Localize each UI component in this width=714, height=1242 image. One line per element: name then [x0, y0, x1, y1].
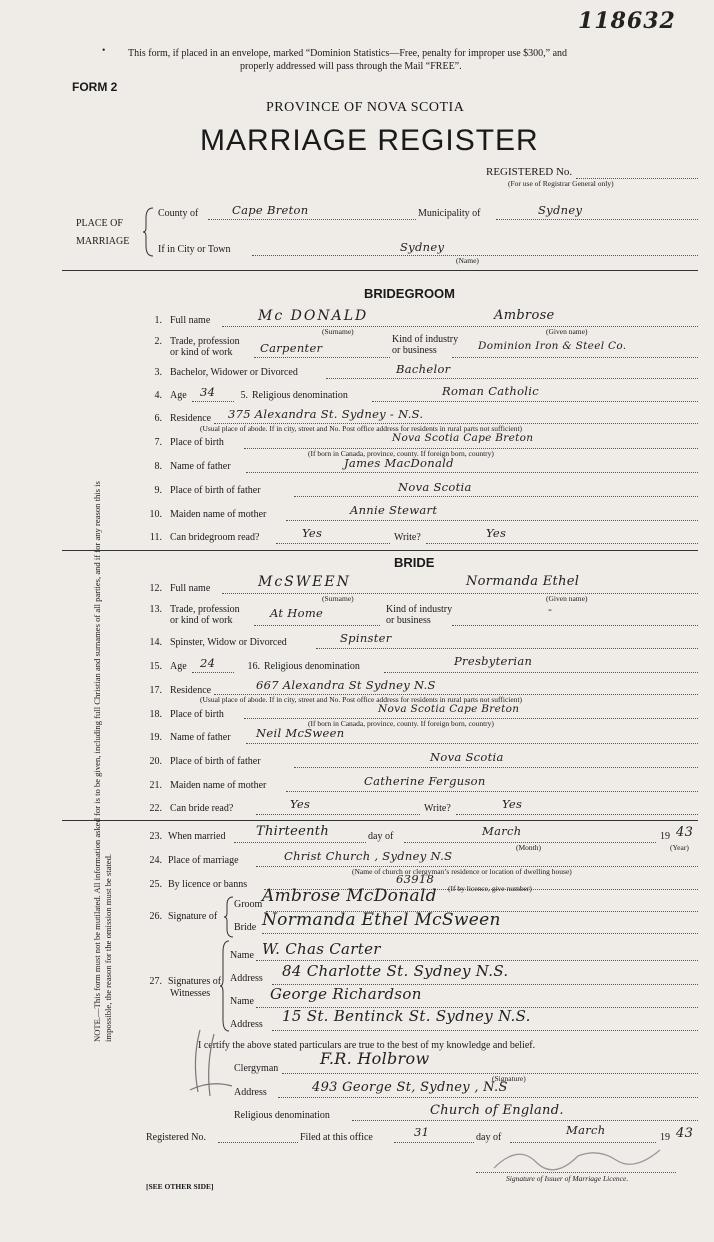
bride-industry-label-2: or business: [386, 615, 431, 626]
item-number: 3.: [154, 367, 162, 378]
province-heading: PROVINCE OF NOVA SCOTIA: [266, 100, 465, 115]
witness1-name-label: Name: [230, 950, 254, 961]
witness1-address: 84 Charlotte St. Sydney N.S.: [282, 962, 509, 980]
bride-age-value: 24: [200, 656, 216, 670]
bride-mother-label: Maiden name of mother: [170, 780, 267, 791]
bride-birthplace-label: Place of birth: [170, 709, 224, 720]
groom-age-value: 34: [200, 385, 216, 399]
witnesses-bracket: [220, 940, 230, 1032]
city-name-note: (Name): [456, 256, 479, 265]
groom-trade-label-2: or kind of work: [170, 347, 233, 358]
notice-line-2: properly addressed will pass through the Mail “FREE”.: [240, 61, 462, 72]
bride-given-note: (Given name): [546, 594, 588, 603]
signature-bracket: [224, 896, 234, 938]
groom-religion-label: Religious denomination: [252, 390, 348, 401]
item-number: 23.: [149, 831, 162, 842]
item-number: 14.: [149, 637, 162, 648]
item-number: 15.: [149, 661, 162, 672]
bride-residence-label: Residence: [170, 685, 212, 696]
bride-residence-note: (Usual place of abode. If in city, street and No. Post office address for residents in rural parts not sufficient): [200, 695, 523, 704]
registered-no-label: REGISTERED No.: [486, 166, 573, 178]
county-value: Cape Breton: [232, 203, 309, 217]
filed-day: 31: [414, 1125, 430, 1139]
bride-religion-value: Presbyterian: [454, 654, 533, 668]
item-number: 9.: [154, 485, 162, 496]
licence-value: 63918: [396, 872, 435, 886]
bride-residence-value: 667 Alexandra St Sydney N.S: [256, 678, 436, 692]
groom-given-name: Ambrose: [494, 308, 555, 323]
bride-birthplace-value: Nova Scotia Cape Breton: [378, 703, 520, 715]
clergyman-signature: F.R. Holbrow: [320, 1049, 430, 1068]
licence-note: (If by licence, give number): [448, 884, 532, 893]
bride-birthplace-note: (If born in Canada, province, county. If foreign born, country): [308, 719, 494, 728]
filed-label: Filed at this office: [300, 1132, 373, 1143]
item-number: 10.: [149, 509, 162, 520]
place-of-marriage-note: (Name of church or clergyman’s residence or location of dwelling house): [352, 867, 572, 876]
bride-father-birth-label: Place of birth of father: [170, 756, 261, 767]
item-number: 5.: [240, 390, 248, 401]
see-other-side: [SEE OTHER SIDE]: [146, 1182, 214, 1191]
page-title: MARRIAGE REGISTER: [200, 124, 539, 157]
item-number: 16.: [247, 661, 260, 672]
married-day-value: Thirteenth: [256, 824, 329, 839]
month-note: (Month): [516, 843, 541, 852]
married-month-value: March: [482, 824, 522, 838]
bride-status-value: Spinster: [340, 631, 392, 645]
issuer-note: Signature of Issuer of Marriage Licence.: [506, 1174, 629, 1183]
bride-write-label: Write?: [424, 803, 451, 814]
groom-industry-value: Dominion Iron & Steel Co.: [478, 340, 627, 352]
margin-note: [92, 442, 114, 1042]
item-number: 20.: [149, 756, 162, 767]
bride-religion-label: Religious denomination: [264, 661, 360, 672]
witnesses-label-2: Witnesses: [170, 988, 211, 999]
bride-given-name: Normanda Ethel: [466, 574, 580, 589]
groom-father-label: Name of father: [170, 461, 231, 472]
groom-full-name-label: Full name: [170, 315, 211, 326]
place-of-marriage-label: Place of marriage: [168, 855, 239, 866]
groom-given-note: (Given name): [546, 327, 588, 336]
place-of-marriage-value: Christ Church , Sydney N.S: [284, 849, 453, 863]
groom-status-value: Bachelor: [396, 362, 451, 376]
groom-mother-value: Annie Stewart: [350, 503, 438, 517]
city-label: If in City or Town: [158, 244, 231, 255]
groom-write-label: Write?: [394, 532, 421, 543]
item-number: 27.: [149, 976, 162, 987]
registrar-note: (For use of Registrar General only): [508, 179, 614, 188]
item-number: 19.: [149, 732, 162, 743]
when-married-label: When married: [168, 831, 226, 842]
filed-year-prefix: 19: [660, 1132, 670, 1143]
groom-surname-note: (Surname): [322, 327, 354, 336]
groom-read-value: Yes: [302, 526, 323, 540]
year-note: (Year): [670, 843, 689, 852]
item-number: 4.: [154, 390, 162, 401]
certify-statement: I certify the above stated particulars are true to the best of my knowledge and belief.: [198, 1040, 536, 1051]
city-value: Sydney: [400, 240, 445, 254]
groom-status-label: Bachelor, Widower or Divorced: [170, 367, 298, 378]
item-number: 8.: [154, 461, 162, 472]
archive-number: 118632: [578, 8, 676, 34]
place-label-1: PLACE OF: [76, 218, 123, 229]
groom-read-label: Can bridegroom read?: [170, 532, 260, 543]
groom-age-label: Age: [170, 390, 187, 401]
bride-age-label: Age: [170, 661, 187, 672]
bride-trade-label-1: Trade, profession: [170, 604, 240, 615]
item-number: 22.: [149, 803, 162, 814]
groom-industry-label-1: Kind of industry: [392, 334, 459, 345]
clergyman-denomination-label: Religious denomination: [234, 1110, 330, 1121]
bride-write-value: Yes: [502, 797, 523, 811]
bullet: •: [102, 46, 106, 56]
bride-trade-value: At Home: [270, 606, 324, 620]
bride-full-name-label: Full name: [170, 583, 211, 594]
item-number: 24.: [149, 855, 162, 866]
witness2-name-label: Name: [230, 996, 254, 1007]
groom-birthplace-label: Place of birth: [170, 437, 224, 448]
bride-father-value: Neil McSween: [256, 726, 345, 740]
witness2-address: 15 St. Bentinck St. Sydney N.S.: [282, 1007, 531, 1025]
witness2-address-label: Address: [230, 1019, 263, 1030]
item-number: 2.: [154, 336, 162, 347]
groom-birthplace-value: Nova Scotia Cape Breton: [392, 432, 534, 444]
groom-trade-value: Carpenter: [260, 341, 323, 355]
bride-father-label: Name of father: [170, 732, 231, 743]
filed-month: March: [566, 1123, 606, 1137]
item-number: 18.: [149, 709, 162, 720]
item-number: 26.: [149, 911, 162, 922]
clergyman-signature-note: (Signature): [492, 1074, 526, 1083]
groom-trade-label-1: Trade, profession: [170, 336, 240, 347]
witness1-address-label: Address: [230, 973, 263, 984]
bride-trade-label-2: or kind of work: [170, 615, 233, 626]
form-label: FORM 2: [72, 80, 118, 94]
groom-residence-note: (Usual place of abode. If in city, street and No. Post office address for residents in rural parts not sufficient): [200, 424, 523, 433]
groom-signature: Ambrose McDonald: [262, 886, 437, 906]
bride-father-birth-value: Nova Scotia: [430, 750, 504, 764]
groom-birthplace-note: (If born in Canada, province, county. If foreign born, country): [308, 449, 494, 458]
groom-industry-label-2: or business: [392, 345, 437, 356]
margin-note-text: NOTE.—This form must not be mutilated. All information asked for is to be given, including full Christian and surnames of all parties, and if for any reason this is impossible, the reason for the omission must be stated.: [92, 481, 113, 1042]
groom-father-birth-value: Nova Scotia: [398, 480, 472, 494]
item-number: 12.: [149, 583, 162, 594]
bride-surname: McSWEEN: [258, 574, 351, 590]
bride-surname-note: (Surname): [322, 594, 354, 603]
clergyman-address: 493 George St, Sydney , N.S: [312, 1080, 508, 1095]
signature-of-label: Signature of: [168, 911, 218, 922]
filed-day-label: day of: [476, 1132, 502, 1143]
groom-father-birth-label: Place of birth of father: [170, 485, 261, 496]
footer-registered-label: Registered No.: [146, 1132, 206, 1143]
bride-status-label: Spinster, Widow or Divorced: [170, 637, 287, 648]
witnesses-label-1: Signatures of: [168, 976, 222, 987]
item-number: 1.: [154, 315, 162, 326]
bride-read-value: Yes: [290, 797, 311, 811]
clergyman-label: Clergyman: [234, 1063, 279, 1074]
notice-line-1: This form, if placed in an envelope, marked “Dominion Statistics—Free, penalty for improper use $300,” and: [128, 48, 568, 59]
clergyman-address-label: Address: [234, 1087, 267, 1098]
married-year-prefix: 19: [660, 831, 670, 842]
municipality-value: Sydney: [538, 203, 583, 217]
item-number: 7.: [154, 437, 162, 448]
witness1-name: W. Chas Carter: [262, 940, 381, 958]
filed-year-value: 43: [676, 1126, 694, 1141]
groom-surname: Mc DONALD: [258, 308, 369, 324]
item-number: 21.: [149, 780, 162, 791]
bride-read-label: Can bride read?: [170, 803, 234, 814]
place-bracket: [143, 206, 155, 258]
groom-residence-label: Residence: [170, 413, 212, 424]
groom-father-value: James MacDonald: [344, 456, 454, 470]
bride-label: Bride: [234, 922, 257, 933]
item-number: 11.: [149, 532, 162, 543]
licence-label: By licence or banns: [168, 879, 248, 890]
issuer-signature-mark: [488, 1140, 668, 1176]
item-number: 6.: [154, 413, 162, 424]
groom-mother-label: Maiden name of mother: [170, 509, 267, 520]
bride-heading: BRIDE: [394, 555, 435, 570]
bride-mother-value: Catherine Ferguson: [364, 774, 486, 788]
registrar-mark: [180, 1020, 240, 1100]
county-label: County of: [158, 208, 199, 219]
groom-religion-value: Roman Catholic: [442, 384, 540, 398]
item-number: 13.: [149, 604, 162, 615]
groom-residence-value: 375 Alexandra St. Sydney - N.S.: [228, 407, 424, 421]
place-label-2: MARRIAGE: [76, 236, 130, 247]
married-year-value: 43: [676, 825, 694, 840]
item-number: 25.: [149, 879, 162, 890]
clergyman-denomination: Church of England.: [430, 1103, 564, 1118]
married-day-label: day of: [368, 831, 394, 842]
bride-industry-label-1: Kind of industry: [386, 604, 453, 615]
bride-signature: Normanda Ethel McSween: [262, 910, 501, 930]
groom-write-value: Yes: [486, 526, 507, 540]
bride-industry-value: -: [548, 602, 553, 616]
groom-label: Groom: [234, 899, 263, 910]
item-number: 17.: [149, 685, 162, 696]
bridegroom-heading: BRIDEGROOM: [364, 286, 455, 301]
witness2-name: George Richardson: [270, 985, 422, 1003]
municipality-label: Municipality of: [418, 208, 481, 219]
